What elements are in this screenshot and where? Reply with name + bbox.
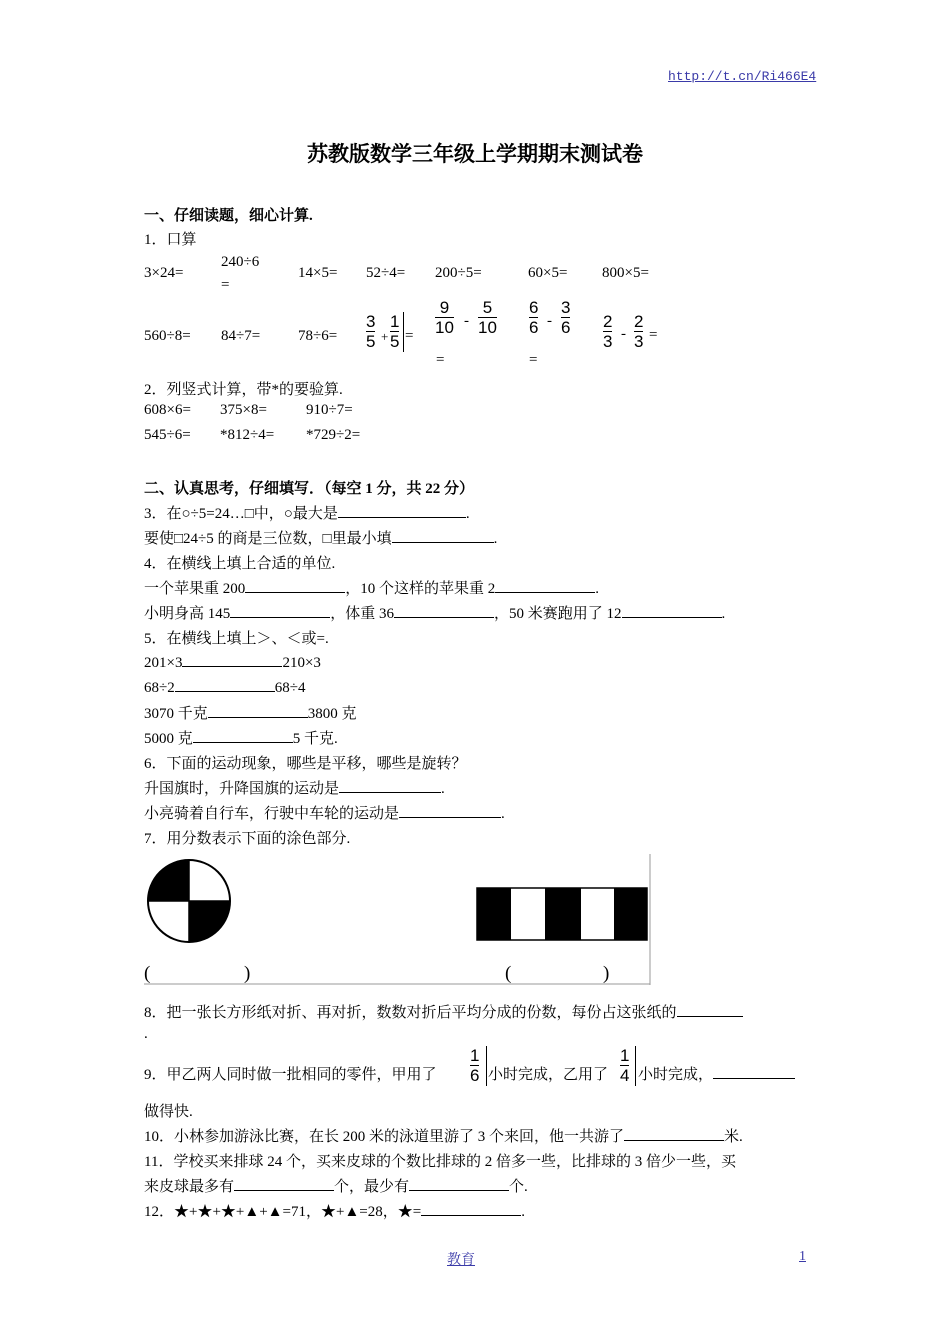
fraction: 2 3	[603, 312, 613, 351]
q4-label: 4．在横线上填上合适的单位.	[144, 556, 336, 572]
q1-item: 78÷6=	[298, 328, 338, 344]
q1-item: 84÷7=	[221, 328, 261, 344]
answer-blank[interactable]	[392, 528, 494, 543]
fraction: 5 10	[478, 298, 497, 337]
q2-item: 545÷6=	[144, 427, 191, 443]
answer-blank[interactable]	[208, 703, 308, 718]
fraction: 2 3	[634, 312, 644, 351]
answer-blank[interactable]	[193, 728, 293, 743]
answer-blank[interactable]	[338, 503, 466, 518]
answer-blank[interactable]	[245, 578, 345, 593]
answer-blank[interactable]	[234, 1176, 334, 1191]
fraction: 3 5	[366, 312, 376, 351]
answer-blank[interactable]	[394, 603, 494, 618]
q4-line: 一个苹果重 200 ，10 个这样的苹果重 2 .	[144, 577, 599, 598]
q6-line: 小亮骑着自行车，行驶中车轮的运动是 .	[144, 802, 505, 823]
answer-blank[interactable]	[409, 1176, 509, 1191]
answer-paren: (	[505, 963, 512, 984]
q5-line: 201×3 210×3	[144, 652, 321, 672]
fraction: 3 6	[561, 298, 571, 337]
fraction-equals: =	[529, 352, 538, 368]
q2-item: 375×8=	[220, 402, 267, 418]
q2-item: *812÷4=	[220, 427, 275, 443]
answer-paren: (	[144, 963, 151, 984]
fraction: 9 10	[435, 298, 454, 337]
fraction-divider	[403, 312, 404, 352]
q2-item: *729÷2=	[306, 427, 361, 443]
fraction-operator: -	[621, 326, 626, 342]
q3-line: 要使□24÷5 的商是三位数，□里最小填 .	[144, 527, 497, 548]
q3-line: 3．在○÷5=24…□中，○最大是 .	[144, 502, 470, 523]
answer-blank[interactable]	[495, 578, 595, 593]
section1-heading: 一、仔细读题，细心计算.	[144, 208, 313, 224]
q5-line: 3070 千克 3800 克	[144, 702, 357, 723]
fraction-divider	[486, 1046, 487, 1086]
q11-line: 来皮球最多有 个，最少有 个.	[144, 1175, 528, 1196]
section2-heading: 二、认真思考，仔细填写．（每空 1 分，共 22 分）	[144, 481, 475, 497]
q12-line: 12．★+★+★+▲+▲=71，★+▲=28，★= .	[144, 1200, 525, 1221]
q9-line: 小时完成，	[638, 1063, 795, 1084]
q8-end: .	[144, 1026, 148, 1042]
q1-item: =	[221, 277, 230, 293]
q1-item: 240÷6	[221, 254, 260, 270]
q2-label: 2．列竖式计算，带*的要验算.	[144, 382, 343, 398]
shaded-figures	[140, 852, 652, 988]
fraction: 1 4	[620, 1046, 630, 1085]
answer-blank[interactable]	[421, 1201, 521, 1216]
fraction-equals: =	[649, 327, 658, 343]
q1-item: 3×24=	[144, 265, 184, 281]
answer-blank[interactable]	[624, 1126, 724, 1141]
answer-blank[interactable]	[175, 677, 275, 692]
fraction: 1 5	[390, 312, 400, 351]
quartered-circle	[148, 860, 230, 942]
header-url-link[interactable]: http://t.cn/Ri466E4	[668, 69, 817, 84]
answer-blank[interactable]	[399, 803, 501, 818]
answer-paren: )	[603, 963, 610, 984]
q1-item: 52÷4=	[366, 265, 406, 281]
fraction-operator: -	[464, 313, 469, 329]
q9-text: 9．甲乙两人同时做一批相同的零件，甲用了	[144, 1067, 437, 1083]
q2-item: 608×6=	[144, 402, 191, 418]
fraction: 1 6	[470, 1046, 480, 1085]
q1-item: 60×5=	[528, 265, 568, 281]
fraction: 6 6	[529, 298, 539, 337]
page-number: 1	[799, 1249, 806, 1264]
q2-item: 910÷7=	[306, 402, 353, 418]
q1-item: 560÷8=	[144, 328, 191, 344]
fraction-operator: -	[547, 313, 552, 329]
q9-text: 做得快.	[144, 1104, 193, 1120]
answer-blank[interactable]	[182, 652, 282, 667]
q6-line: 升国旗时，升降国旗的运动是 .	[144, 777, 445, 798]
fraction-operator: +	[381, 329, 389, 344]
answer-blank[interactable]	[713, 1064, 795, 1079]
q10-line: 10．小林参加游泳比赛，在长 200 米的泳道里游了 3 个来回，他一共游了 米.	[144, 1125, 743, 1146]
fraction-equals: =	[405, 328, 414, 344]
fraction-equals: =	[436, 352, 445, 368]
fraction-divider	[635, 1046, 636, 1086]
answer-blank[interactable]	[339, 778, 441, 793]
q11-text: 11．学校买来排球 24 个，买来皮球的个数比排球的 2 倍多一些，比排球的 3 倍少一些，买	[144, 1154, 736, 1170]
footer-link[interactable]: 教育	[447, 1253, 475, 1268]
q1-item: 200÷5=	[435, 265, 482, 281]
answer-blank[interactable]	[677, 1002, 743, 1017]
striped-rectangle	[477, 888, 647, 940]
q1-item: 14×5=	[298, 265, 338, 281]
q1-item: 800×5=	[602, 265, 649, 281]
answer-paren: )	[244, 963, 251, 984]
answer-blank[interactable]	[230, 603, 330, 618]
page-title: 苏教版数学三年级上学期期末测试卷	[307, 142, 643, 166]
q5-label: 5．在横线上填上＞、＜或=.	[144, 631, 329, 647]
q5-line: 5000 克 5 千克.	[144, 727, 338, 748]
q6-label: 6．下面的运动现象，哪些是平移，哪些是旋转？	[144, 756, 467, 772]
q8-line: 8．把一张长方形纸对折、再对折，数数对折后平均分成的份数，每份占这张纸的	[144, 1001, 743, 1022]
q5-line: 68÷2 68÷4	[144, 677, 305, 697]
q7-label: 7．用分数表示下面的涂色部分.	[144, 831, 351, 847]
q9-text: 小时完成，乙用了	[488, 1067, 609, 1083]
q4-line: 小明身高 145 ，体重 36 ，50 米赛跑用了 12 .	[144, 602, 725, 623]
answer-blank[interactable]	[622, 603, 722, 618]
q1-label: 1．口算	[144, 232, 197, 248]
